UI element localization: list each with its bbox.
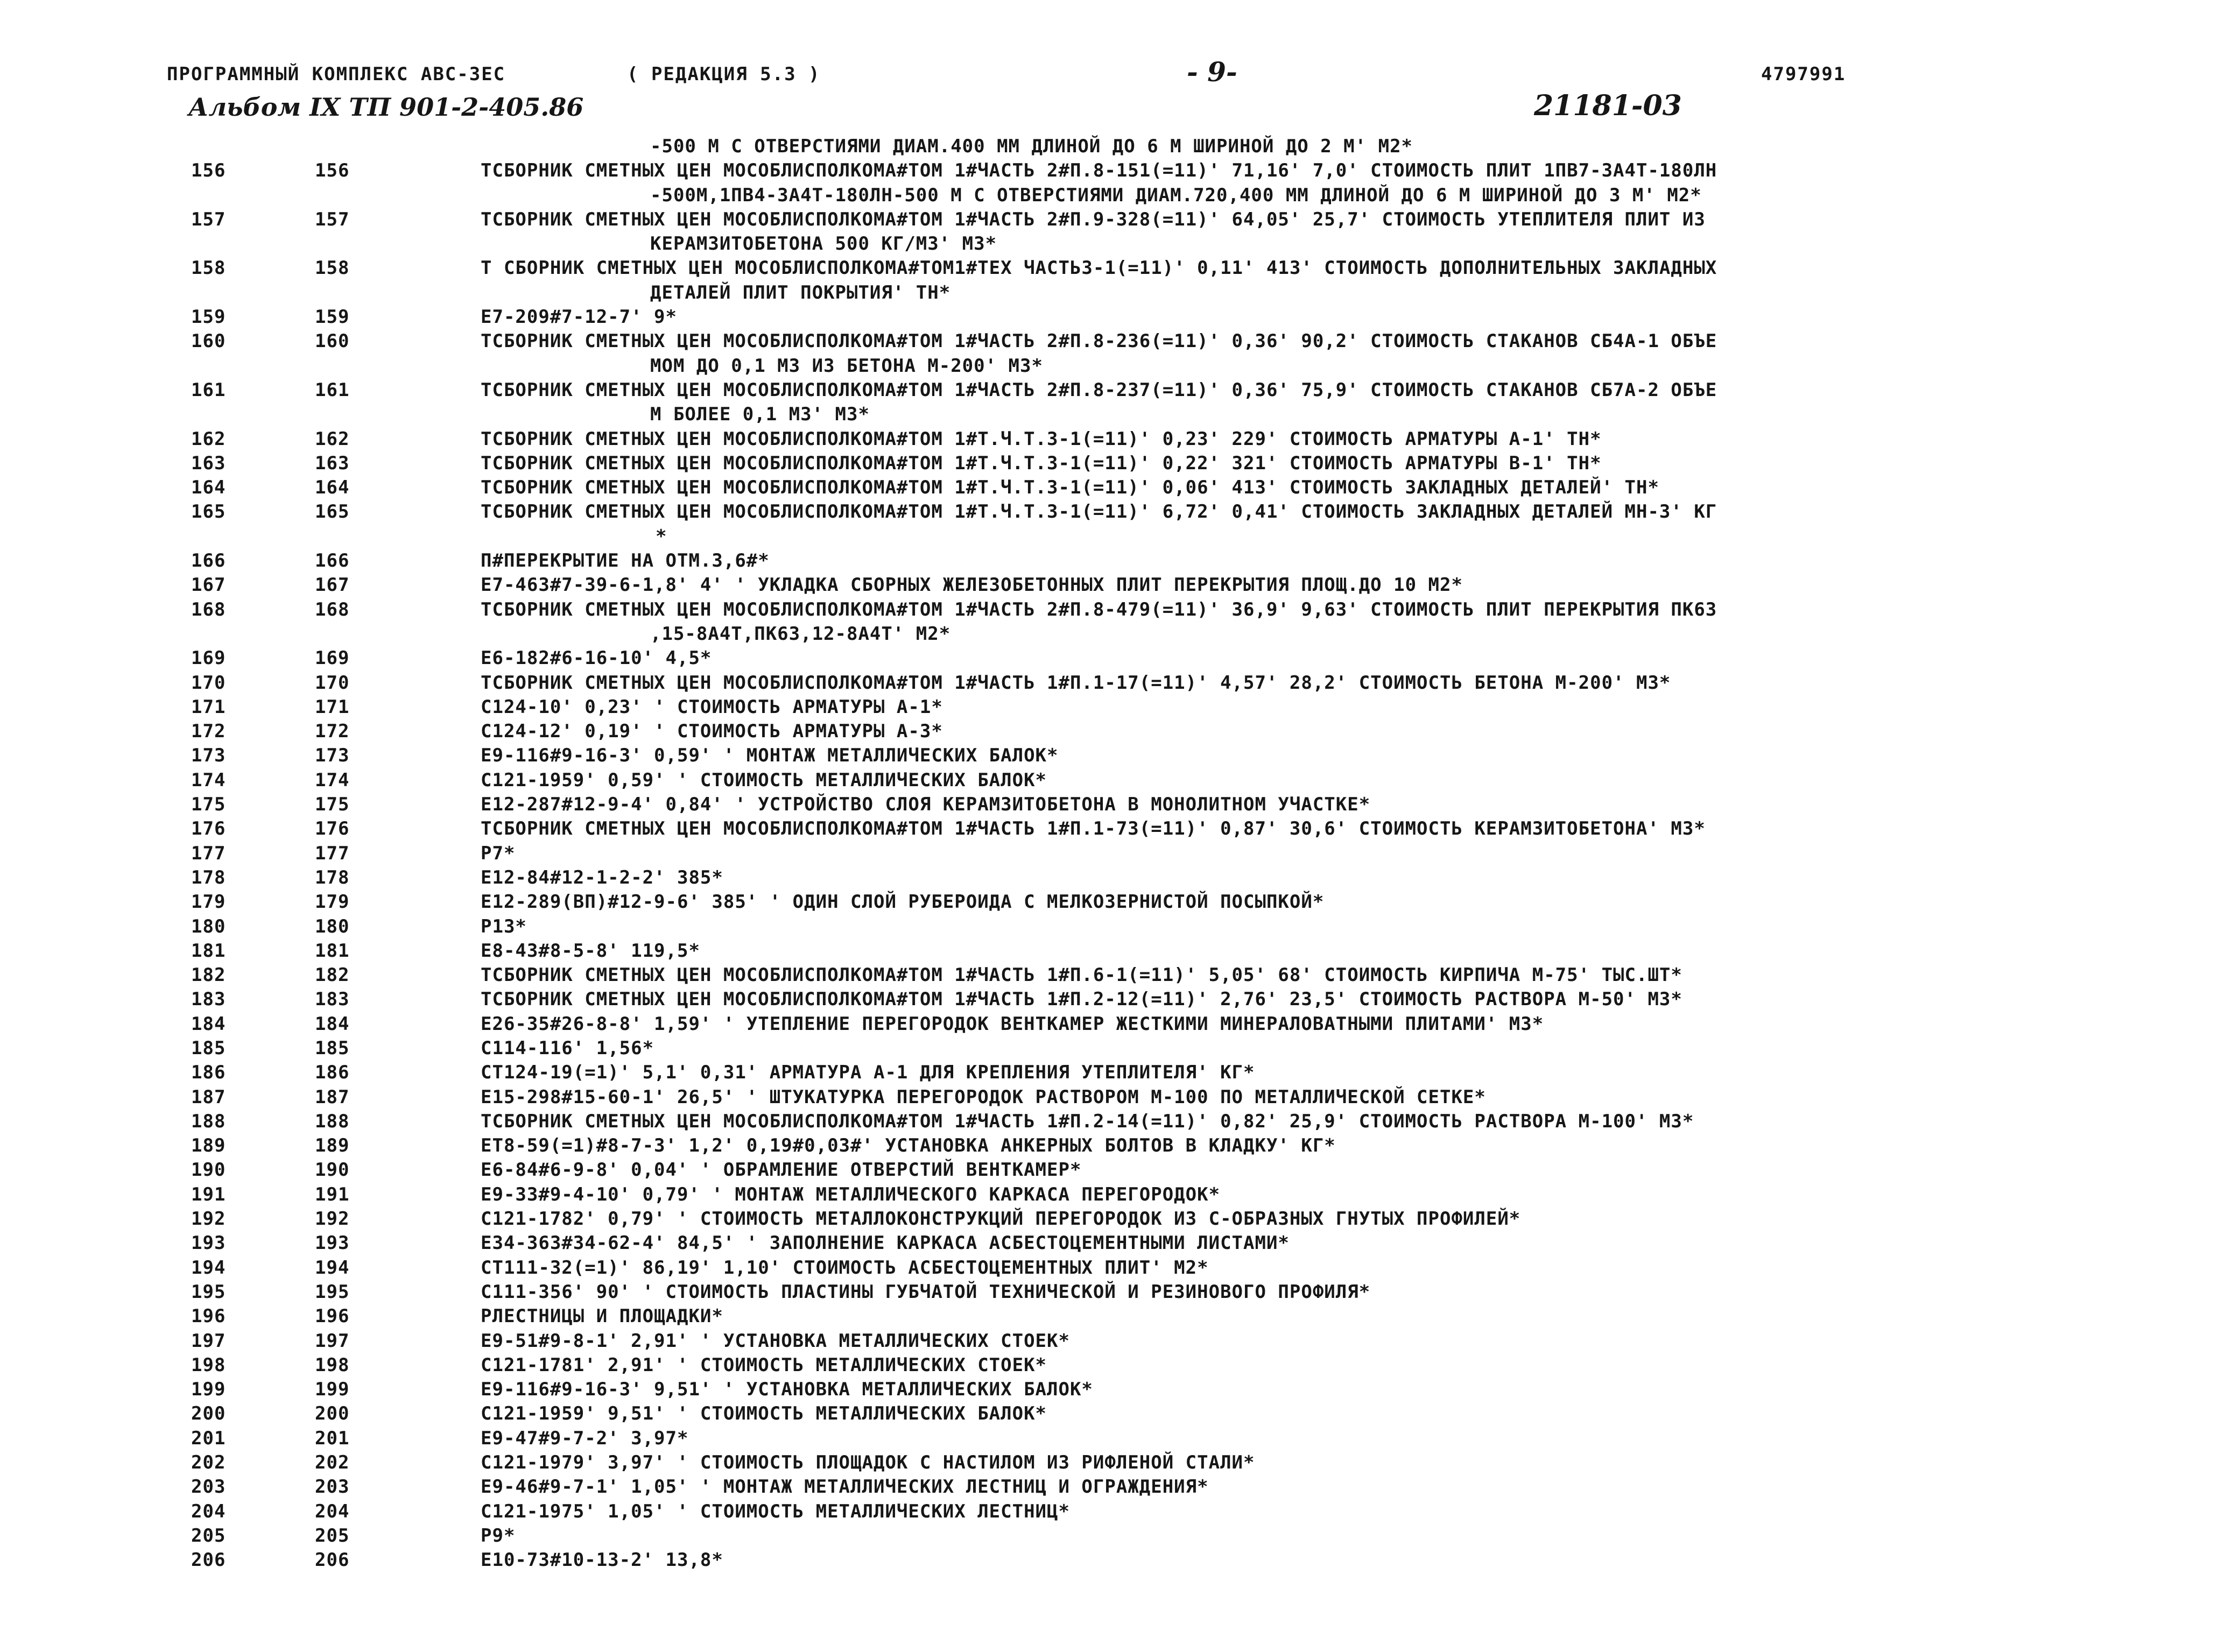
record-number: 176 — [315, 818, 350, 840]
line-text: ТСБОРНИК СМЕТНЫХ ЦЕН МОСОБЛИСПОЛКОМА#ТОМ 1#Т.Ч.Т.3-1(=11)' 0,06' 413' СТОИМОСТЬ ЗАКЛАДНЫХ ДЕТАЛЕЙ' ТН* — [481, 477, 1659, 499]
record-number: 177 — [315, 842, 350, 864]
record-number: 190 — [315, 1159, 350, 1181]
line-text: ТСБОРНИК СМЕТНЫХ ЦЕН МОСОБЛИСПОЛКОМА#ТОМ 1#Т.Ч.Т.3-1(=11)' 0,23' 229' СТОИМОСТЬ АРМАТУРЫ А-1' ТН* — [481, 428, 1602, 450]
record-number: 185 — [315, 1037, 350, 1059]
line-text: С111-356' 90' ' СТОИМОСТЬ ПЛАСТИНЫ ГУБЧАТОЙ ТЕХНИЧЕСКОЙ И РЕЗИНОВОГО ПРОФИЛЯ* — [481, 1281, 1371, 1303]
line-number: 158 — [191, 257, 226, 279]
record-number: 191 — [315, 1183, 350, 1205]
line-text: С121-1975' 1,05' ' СТОИМОСТЬ МЕТАЛЛИЧЕСКИХ ЛЕСТНИЦ* — [481, 1500, 1070, 1522]
listing-line — [0, 1304, 2225, 1329]
line-text: Е34-363#34-62-4' 84,5' ' ЗАПОЛНЕНИЕ КАРКАСА АСБЕСТОЦЕМЕНТНЫМИ ЛИСТАМИ* — [481, 1232, 1290, 1254]
listing-line — [0, 549, 2225, 573]
listing-line — [0, 1427, 2225, 1451]
listing-line — [0, 890, 2225, 914]
line-text: С124-12' 0,19' ' СТОИМОСТЬ АРМАТУРЫ А-3* — [481, 721, 943, 743]
line-text: Е7-209#7-12-7' 9* — [481, 306, 677, 328]
record-number: 189 — [315, 1135, 350, 1157]
record-number: 161 — [315, 379, 350, 401]
listing-line — [0, 866, 2225, 890]
listing-line — [0, 963, 2225, 987]
listing-line — [0, 1451, 2225, 1475]
record-number: 173 — [315, 745, 350, 767]
line-number: 183 — [191, 989, 226, 1011]
listing-lines — [0, 135, 2225, 1573]
line-number: 168 — [191, 598, 226, 620]
line-number: 200 — [191, 1403, 226, 1425]
edition-label: ( РЕДАКЦИЯ 5.3 ) — [627, 63, 821, 85]
line-number: 203 — [191, 1476, 226, 1498]
line-number: 192 — [191, 1208, 226, 1230]
program-header: ПРОГРАММНЫЙ КОМПЛЕКС АВС-3ЕС — [167, 63, 506, 85]
listing-line — [0, 573, 2225, 597]
line-number: 167 — [191, 574, 226, 596]
line-text: Р7* — [481, 842, 516, 864]
listing-line — [0, 500, 2225, 524]
line-number: 171 — [191, 696, 226, 718]
listing-line — [0, 598, 2225, 622]
record-number: 169 — [315, 647, 350, 669]
listing-line — [0, 1548, 2225, 1572]
listing-line — [0, 671, 2225, 695]
line-text: С124-10' 0,23' ' СТОИМОСТЬ АРМАТУРЫ А-1* — [481, 696, 943, 718]
line-text: Е9-33#9-4-10' 0,79' ' МОНТАЖ МЕТАЛЛИЧЕСКОГО КАРКАСА ПЕРЕГОРОДОК* — [481, 1183, 1221, 1205]
line-text: РЛЕСТНИЦЫ И ПЛОЩАДКИ* — [481, 1305, 723, 1328]
listing-line — [0, 1231, 2225, 1255]
listing-line — [0, 817, 2225, 841]
document-code: 4797991 — [1761, 63, 1846, 85]
line-text: Е9-51#9-8-1' 2,91' ' УСТАНОВКА МЕТАЛЛИЧЕСКИХ СТОЕК* — [481, 1330, 1070, 1352]
line-number: 157 — [191, 208, 226, 230]
listing-line — [0, 842, 2225, 866]
line-text: ТСБОРНИК СМЕТНЫХ ЦЕН МОСОБЛИСПОЛКОМА#ТОМ 1#ЧАСТЬ 2#П.8-479(=11)' 36,9' 9,63' СТОИМОСТЬ ПЛИТ ПЕРЕКРЫТИЯ ПК63 — [481, 598, 1717, 620]
line-number: 180 — [191, 915, 226, 937]
line-number: 194 — [191, 1256, 226, 1279]
line-text: Е6-84#6-9-8' 0,04' ' ОБРАМЛЕНИЕ ОТВЕРСТИЙ ВЕНТКАМЕР* — [481, 1159, 1082, 1181]
line-text: Е9-47#9-7-2' 3,97* — [481, 1427, 689, 1449]
line-text: Е12-289(ВП)#12-9-6' 385' ' ОДИН СЛОЙ РУБЕРОИДА С МЕЛКОЗЕРНИСТОЙ ПОСЫПКОЙ* — [481, 891, 1325, 913]
line-number: 169 — [191, 647, 226, 669]
line-number: 182 — [191, 964, 226, 986]
line-number: 160 — [191, 330, 226, 352]
listing-line — [0, 1085, 2225, 1110]
line-number: 204 — [191, 1500, 226, 1522]
line-text: ТСБОРНИК СМЕТНЫХ ЦЕН МОСОБЛИСПОЛКОМА#ТОМ 1#ЧАСТЬ 2#П.8-151(=11)' 71,16' 7,0' СТОИМОСТЬ ПЛИТ 1ПВ7-3А4Т-180ЛН — [481, 160, 1717, 182]
line-text: Р13* — [481, 915, 527, 937]
line-text: С121-1959' 0,59' ' СТОИМОСТЬ МЕТАЛЛИЧЕСКИХ БАЛОК* — [481, 769, 1047, 791]
record-number: 192 — [315, 1208, 350, 1230]
line-text: С114-116' 1,56* — [481, 1037, 654, 1059]
line-number: 172 — [191, 721, 226, 743]
line-text: С121-1782' 0,79' ' СТОИМОСТЬ МЕТАЛЛОКОНСТРУКЦИЙ ПЕРЕГОРОДОК ИЗ С-ОБРАЗНЫХ ГНУТЫХ ПРОФИЛЕЙ* — [481, 1208, 1521, 1230]
line-number: 205 — [191, 1524, 226, 1547]
page-number: - 9- — [1187, 56, 1237, 88]
listing-line — [0, 719, 2225, 744]
line-text: КЕРАМЗИТОБЕТОНА 500 КГ/М3' М3* — [650, 233, 997, 255]
line-number: 165 — [191, 501, 226, 523]
line-text: ТСБОРНИК СМЕТНЫХ ЦЕН МОСОБЛИСПОЛКОМА#ТОМ 1#ЧАСТЬ 1#П.1-73(=11)' 0,87' 30,6' СТОИМОСТЬ КЕРАМЗИТОБЕТОНА' М3* — [481, 818, 1706, 840]
line-number: 166 — [191, 550, 226, 572]
line-number: 179 — [191, 891, 226, 913]
listing-line — [0, 1134, 2225, 1158]
line-text: Е12-84#12-1-2-2' 385* — [481, 866, 723, 888]
line-number: 164 — [191, 477, 226, 499]
line-text: ТСБОРНИК СМЕТНЫХ ЦЕН МОСОБЛИСПОЛКОМА#ТОМ 1#ЧАСТЬ 2#П.8-236(=11)' 0,36' 90,2' СТОИМОСТЬ СТАКАНОВ СБ4А-1 ОБЪЕ — [481, 330, 1717, 352]
line-number: 197 — [191, 1330, 226, 1352]
record-number: 167 — [315, 574, 350, 596]
listing-line — [0, 208, 2225, 232]
line-number: 173 — [191, 745, 226, 767]
record-number: 182 — [315, 964, 350, 986]
line-number: 191 — [191, 1183, 226, 1205]
listing-line — [0, 403, 2225, 427]
line-number: 202 — [191, 1452, 226, 1474]
line-text: Р9* — [481, 1524, 516, 1547]
listing-line — [0, 915, 2225, 939]
line-number: 189 — [191, 1135, 226, 1157]
record-number: 172 — [315, 721, 350, 743]
line-text: Е9-46#9-7-1' 1,05' ' МОНТАЖ МЕТАЛЛИЧЕСКИХ ЛЕСТНИЦ И ОГРАЖДЕНИЯ* — [481, 1476, 1209, 1498]
line-text: П#ПЕРЕКРЫТИЕ НА ОТМ.3,6#* — [481, 550, 770, 572]
record-number: 171 — [315, 696, 350, 718]
line-text: СТ111-32(=1)' 86,19' 1,10' СТОИМОСТЬ АСБЕСТОЦЕМЕНТНЫХ ПЛИТ' М2* — [481, 1256, 1209, 1279]
listing-line — [0, 281, 2225, 305]
line-number: 190 — [191, 1159, 226, 1181]
line-number: 163 — [191, 452, 226, 474]
listing-line — [0, 354, 2225, 378]
record-number: 179 — [315, 891, 350, 913]
listing-line — [0, 1256, 2225, 1280]
line-text: Е15-298#15-60-1' 26,5' ' ШТУКАТУРКА ПЕРЕГОРОДОК РАСТВОРОМ М-100 ПО МЕТАЛЛИЧЕСКОЙ СЕТКЕ* — [481, 1086, 1486, 1108]
line-number: 178 — [191, 866, 226, 888]
record-number: 170 — [315, 672, 350, 694]
line-text: ТСБОРНИК СМЕТНЫХ ЦЕН МОСОБЛИСПОЛКОМА#ТОМ 1#ЧАСТЬ 1#П.2-14(=11)' 0,82' 25,9' СТОИМОСТЬ РАСТВОРА М-100' М3* — [481, 1110, 1694, 1132]
line-text: М БОЛЕЕ 0,1 М3' М3* — [650, 404, 870, 426]
line-text: * — [656, 525, 667, 547]
listing-line — [0, 1402, 2225, 1426]
record-number: 163 — [315, 452, 350, 474]
record-number: 160 — [315, 330, 350, 352]
listing-line — [0, 378, 2225, 403]
listing-line — [0, 1061, 2225, 1085]
line-text: Е26-35#26-8-8' 1,59' ' УТЕПЛЕНИЕ ПЕРЕГОРОДОК ВЕНТКАМЕР ЖЕСТКИМИ МИНЕРАЛОВАТНЫМИ ПЛИТАМИ' М3* — [481, 1013, 1544, 1035]
listing-line — [0, 695, 2225, 719]
line-text: С121-1959' 9,51' ' СТОИМОСТЬ МЕТАЛЛИЧЕСКИХ БАЛОК* — [481, 1403, 1047, 1425]
record-number: 180 — [315, 915, 350, 937]
line-text: Е10-73#10-13-2' 13,8* — [481, 1549, 723, 1571]
listing-line — [0, 232, 2225, 256]
record-number: 187 — [315, 1086, 350, 1108]
line-number: 184 — [191, 1013, 226, 1035]
line-text: ЕТ8-59(=1)#8-7-3' 1,2' 0,19#0,03#' УСТАНОВКА АНКЕРНЫХ БОЛТОВ В КЛАДКУ' КГ* — [481, 1135, 1336, 1157]
listing-line — [0, 1280, 2225, 1304]
line-text: Е7-463#7-39-6-1,8' 4' ' УКЛАДКА СБОРНЫХ ЖЕЛЕЗОБЕТОННЫХ ПЛИТ ПЕРЕКРЫТИЯ ПЛОЩ.ДО 10 М2* — [481, 574, 1463, 596]
line-number: 201 — [191, 1427, 226, 1449]
line-number: 162 — [191, 428, 226, 450]
listing-line — [0, 135, 2225, 159]
listing-line — [0, 793, 2225, 817]
listing-line — [0, 159, 2225, 183]
listing-line — [0, 329, 2225, 354]
line-number: 156 — [191, 160, 226, 182]
line-text: Е9-116#9-16-3' 0,59' ' МОНТАЖ МЕТАЛЛИЧЕСКИХ БАЛОК* — [481, 745, 1059, 767]
record-number: 181 — [315, 940, 350, 962]
listing-line — [0, 744, 2225, 768]
record-number: 199 — [315, 1379, 350, 1401]
listing-line — [0, 256, 2225, 280]
line-text: СТ124-19(=1)' 5,1' 0,31' АРМАТУРА А-1 ДЛЯ КРЕПЛЕНИЯ УТЕПЛИТЕЛЯ' КГ* — [481, 1062, 1255, 1084]
listing-line — [0, 1183, 2225, 1207]
line-number: 206 — [191, 1549, 226, 1571]
record-number: 164 — [315, 477, 350, 499]
line-number: 181 — [191, 940, 226, 962]
line-number: 170 — [191, 672, 226, 694]
listing-line — [0, 1378, 2225, 1402]
record-number: 193 — [315, 1232, 350, 1254]
record-number: 165 — [315, 501, 350, 523]
listing-line — [0, 451, 2225, 476]
record-number: 186 — [315, 1062, 350, 1084]
line-number: 159 — [191, 306, 226, 328]
record-number: 184 — [315, 1013, 350, 1035]
record-number: 183 — [315, 989, 350, 1011]
line-text: -500 М С ОТВЕРСТИЯМИ ДИАМ.400 ММ ДЛИНОЙ ДО 6 М ШИРИНОЙ ДО 2 М' М2* — [650, 136, 1413, 157]
record-number: 162 — [315, 428, 350, 450]
record-number: 196 — [315, 1305, 350, 1328]
line-text: ТСБОРНИК СМЕТНЫХ ЦЕН МОСОБЛИСПОЛКОМА#ТОМ 1#Т.Ч.Т.3-1(=11)' 6,72' 0,41' СТОИМОСТЬ ЗАКЛАДНЫХ ДЕТАЛЕЙ МН-3' КГ — [481, 501, 1717, 523]
record-number: 174 — [315, 769, 350, 791]
listing-line — [0, 1329, 2225, 1353]
line-text: Е6-182#6-16-10' 4,5* — [481, 647, 712, 669]
listing-line — [0, 427, 2225, 451]
line-text: ТСБОРНИК СМЕТНЫХ ЦЕН МОСОБЛИСПОЛКОМА#ТОМ 1#ЧАСТЬ 2#П.9-328(=11)' 64,05' 25,7' СТОИМОСТЬ УТЕПЛИТЕЛЯ ПЛИТ ИЗ — [481, 208, 1706, 230]
listing-line — [0, 1207, 2225, 1231]
line-number: 175 — [191, 794, 226, 816]
record-number: 166 — [315, 550, 350, 572]
listing-line — [0, 646, 2225, 670]
listing-line — [0, 1353, 2225, 1378]
album-reference: Альбом IX ТП 901-2-405.86 — [188, 93, 584, 122]
line-text: ТСБОРНИК СМЕТНЫХ ЦЕН МОСОБЛИСПОЛКОМА#ТОМ 1#Т.Ч.Т.3-1(=11)' 0,22' 321' СТОИМОСТЬ АРМАТУРЫ В-1' ТН* — [481, 452, 1602, 474]
listing-line — [0, 939, 2225, 963]
record-number: 157 — [315, 208, 350, 230]
listing-line — [0, 1524, 2225, 1548]
record-number: 168 — [315, 598, 350, 620]
line-number: 176 — [191, 818, 226, 840]
line-number: 186 — [191, 1062, 226, 1084]
line-number: 187 — [191, 1086, 226, 1108]
line-number: 185 — [191, 1037, 226, 1059]
line-text: ТСБОРНИК СМЕТНЫХ ЦЕН МОСОБЛИСПОЛКОМА#ТОМ 1#ЧАСТЬ 1#П.1-17(=11)' 4,57' 28,2' СТОИМОСТЬ БЕТОНА М-200' М3* — [481, 672, 1671, 694]
listing-line — [0, 1500, 2225, 1524]
listing-line — [0, 622, 2225, 646]
line-number: 195 — [191, 1281, 226, 1303]
record-number: 198 — [315, 1354, 350, 1376]
listing-line — [0, 305, 2225, 329]
line-text: Е9-116#9-16-3' 9,51' ' УСТАНОВКА МЕТАЛЛИЧЕСКИХ БАЛОК* — [481, 1379, 1093, 1401]
listing-line — [0, 183, 2225, 208]
line-number: 193 — [191, 1232, 226, 1254]
line-number: 196 — [191, 1305, 226, 1328]
line-number: 177 — [191, 842, 226, 864]
record-number: 197 — [315, 1330, 350, 1352]
line-text: Е8-43#8-5-8' 119,5* — [481, 940, 700, 962]
line-number: 161 — [191, 379, 226, 401]
record-number: 203 — [315, 1476, 350, 1498]
line-text: ДЕТАЛЕЙ ПЛИТ ПОКРЫТИЯ' ТН* — [650, 281, 951, 303]
listing-line — [0, 1036, 2225, 1061]
sheet-number: 21181-03 — [1534, 89, 1682, 122]
line-text: С121-1979' 3,97' ' СТОИМОСТЬ ПЛОЩАДОК С НАСТИЛОМ ИЗ РИФЛЕНОЙ СТАЛИ* — [481, 1452, 1255, 1474]
line-number: 199 — [191, 1379, 226, 1401]
line-text: ТСБОРНИК СМЕТНЫХ ЦЕН МОСОБЛИСПОЛКОМА#ТОМ 1#ЧАСТЬ 1#П.6-1(=11)' 5,05' 68' СТОИМОСТЬ КИРПИЧА М-75' ТЫС.ШТ* — [481, 964, 1682, 986]
record-number: 175 — [315, 794, 350, 816]
listing-line — [0, 768, 2225, 793]
line-text: ТСБОРНИК СМЕТНЫХ ЦЕН МОСОБЛИСПОЛКОМА#ТОМ 1#ЧАСТЬ 2#П.8-237(=11)' 0,36' 75,9' СТОИМОСТЬ СТАКАНОВ СБ7А-2 ОБЪЕ — [481, 379, 1717, 401]
line-number: 198 — [191, 1354, 226, 1376]
record-number: 158 — [315, 257, 350, 279]
line-number: 188 — [191, 1110, 226, 1132]
listing-line — [0, 1110, 2225, 1134]
line-text: -500М,1ПВ4-3А4Т-180ЛН-500 М С ОТВЕРСТИЯМИ ДИАМ.720,400 ММ ДЛИНОЙ ДО 6 М ШИРИНОЙ ДО 3 М' М2* — [650, 184, 1702, 206]
line-text: ,15-8А4Т,ПК63,12-8А4Т' М2* — [650, 623, 951, 645]
record-number: 206 — [315, 1549, 350, 1571]
line-number: 174 — [191, 769, 226, 791]
line-text: С121-1781' 2,91' ' СТОИМОСТЬ МЕТАЛЛИЧЕСКИХ СТОЕК* — [481, 1354, 1047, 1376]
listing-line — [0, 987, 2225, 1012]
line-text: МОМ ДО 0,1 М3 ИЗ БЕТОНА М-200' М3* — [650, 355, 1043, 377]
record-number: 204 — [315, 1500, 350, 1522]
listing-line — [0, 476, 2225, 500]
record-number: 194 — [315, 1256, 350, 1279]
record-number: 159 — [315, 306, 350, 328]
listing-line — [0, 525, 2225, 549]
record-number: 200 — [315, 1403, 350, 1425]
record-number: 195 — [315, 1281, 350, 1303]
record-number: 205 — [315, 1524, 350, 1547]
line-text: ТСБОРНИК СМЕТНЫХ ЦЕН МОСОБЛИСПОЛКОМА#ТОМ 1#ЧАСТЬ 1#П.2-12(=11)' 2,76' 23,5' СТОИМОСТЬ РАСТВОРА М-50' М3* — [481, 989, 1682, 1011]
line-text: Е12-287#12-9-4' 0,84' ' УСТРОЙСТВО СЛОЯ КЕРАМЗИТОБЕТОНА В МОНОЛИТНОМ УЧАСТКЕ* — [481, 794, 1371, 816]
record-number: 201 — [315, 1427, 350, 1449]
listing-line — [0, 1475, 2225, 1499]
record-number: 156 — [315, 160, 350, 182]
listing-line — [0, 1012, 2225, 1036]
record-number: 178 — [315, 866, 350, 888]
line-text: Т СБОРНИК СМЕТНЫХ ЦЕН МОСОБЛИСПОЛКОМА#ТОМ1#ТЕХ ЧАСТЬ3-1(=11)' 0,11' 413' СТОИМОСТЬ ДОПОЛНИТЕЛЬНЫХ ЗАКЛАДНЫХ — [481, 257, 1717, 279]
listing-line — [0, 1158, 2225, 1182]
record-number: 188 — [315, 1110, 350, 1132]
record-number: 202 — [315, 1452, 350, 1474]
